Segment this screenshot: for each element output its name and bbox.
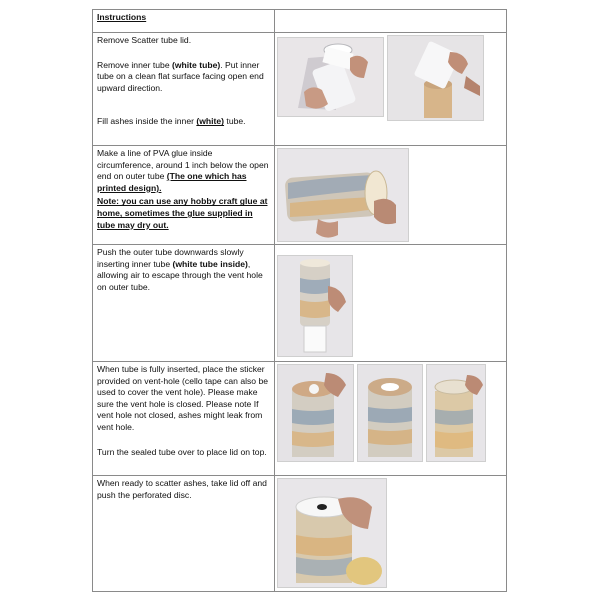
step-paragraph [97,247,270,293]
photo-turn-tube-lid [426,364,486,462]
step-row-4 [93,362,507,476]
emphasis-text: (The one which has printed design). [97,171,247,193]
step-paragraph [97,116,270,128]
step-photos-3 [275,245,507,362]
instruction-text: Remove inner tube [97,59,172,70]
paragraph-gap [97,49,270,60]
instruction-text: When ready to scatter ashes, take lid off and push the perforated disc. [97,478,267,500]
instruction-text: Remove Scatter tube lid. [97,35,192,45]
step-paragraph [97,447,270,459]
step-paragraph [97,478,270,501]
emphasis-text: (white tube inside) [172,258,248,269]
instruction-text: , allowing air to escape through the vent hole on outer tube. [97,258,263,292]
photo-push-perforated-disc [277,478,387,588]
photo-remove-lid [277,37,384,117]
emphasis-text: (white tube) [172,59,221,70]
step-row-1 [93,33,507,146]
instruction-text: Fill ashes inside the inner [97,116,197,127]
step-text-1 [93,33,275,146]
step-photos-1 [275,33,507,146]
instruction-text: When tube is fully inserted, place the sticker provided on vent-hole (cello tape can also be used to cover the vent hole). Please make sure the vent hole is closed. Please note If vent hole not closed, ashes might leak from vent hole. [97,364,269,432]
instruction-sheet [92,9,506,592]
step-row-2 [93,146,507,245]
step-paragraph [97,60,270,95]
step-row-5 [93,476,507,592]
paragraph-gap [97,436,270,447]
step-photos-4 [275,362,507,476]
photo-push-outer-tube [277,255,353,357]
header-row [93,10,507,33]
instruction-text: Make a line of PVA glue inside circumference, around 1 inch below the open end on outer tube [97,148,269,182]
instruction-text: . Put inner tube on a clean flat surface facing open end upward direction. [97,59,264,93]
step-photos-2 [275,146,507,245]
photo-vent-closed [357,364,423,462]
instructions-table [92,9,507,592]
step-paragraph [97,35,270,47]
header-cell [93,10,275,33]
header-photo-cell [275,10,507,33]
photo-place-sticker [277,364,354,462]
photo-glue-line [277,148,409,242]
step-paragraph [97,196,270,231]
emphasis-text: (white) [196,116,225,127]
emphasis-text: Note: you can use any hobby craft glue at home, sometimes the glue supplied in tube may dry out. [97,196,268,230]
photo-inner-tube [387,35,484,121]
step-text-2 [93,146,275,245]
instruction-text: Turn the sealed tube over to place lid on top. [97,446,267,457]
step-text-3 [93,245,275,362]
step-paragraph [97,148,270,194]
step-paragraph [97,364,270,434]
step-row-3 [93,245,507,362]
step-text-5 [93,476,275,592]
paragraph-gap [97,96,270,116]
instruction-text: tube. [224,116,246,127]
step-text-4 [93,362,275,476]
instruction-text: Push the outer tube downwards slowly inserting inner tube [97,247,244,269]
instructions-heading: Instructions [97,12,147,22]
step-photos-5 [275,476,507,592]
